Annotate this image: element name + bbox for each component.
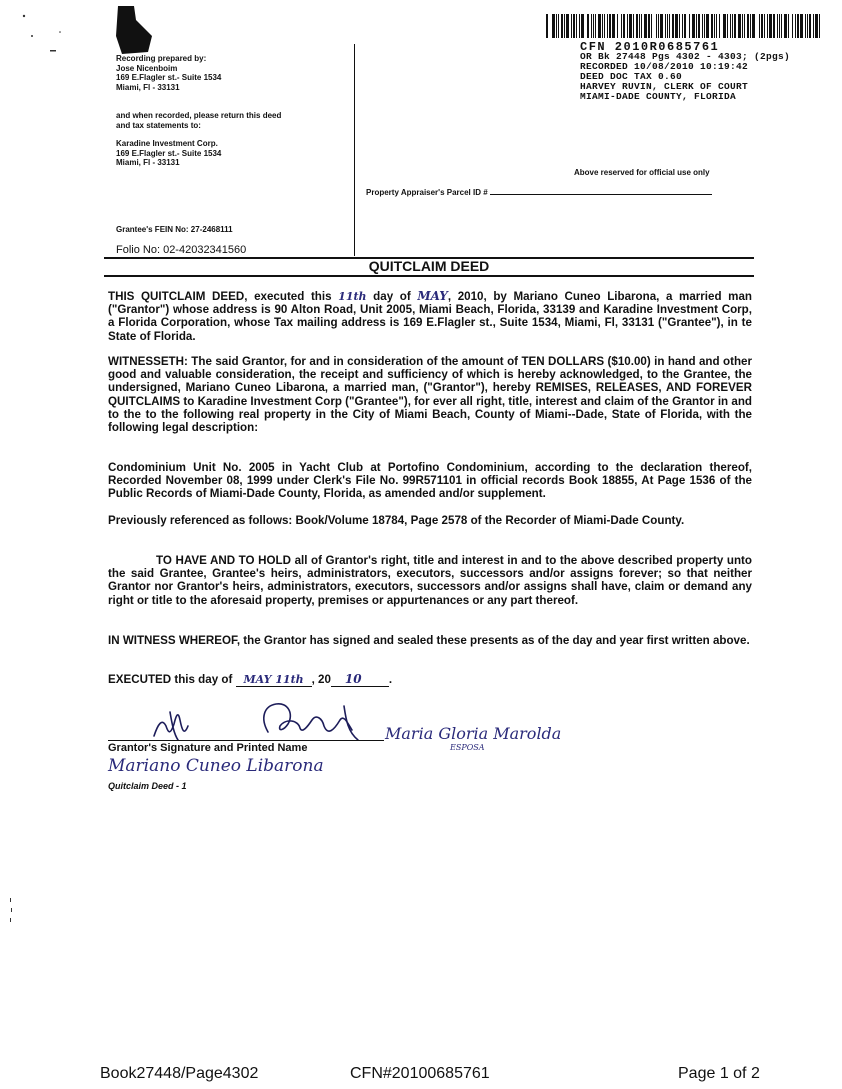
prepared-by-label: Recording prepared by: <box>116 54 207 63</box>
deed-paragraph-previous-reference: Previously referenced as follows: Book/Volume 18784, Page 2578 of the Recorder of Miami-Dade County. <box>108 514 685 527</box>
stamp-county: MIAMI-DADE COUNTY, FLORIDA <box>580 91 737 102</box>
para2-text: The said Grantor, for and in consideration of the amount of TEN DOLLARS ($10.00) in hand and other good and valuable consideration, the receipt and sufficiency of which is hereby acknowledged, to the Grantee, the undersigned, Mariano Cuneo Libarona, a married man, ("Grantor"), hereby REMISES, RELEASES, AND FOREVER QUITCLAIMS to Karadine Investment Corp ("Grantee"), for ever all right, title, interest and claim of the Grantor in and to the to the following real property in the City of Miami Beach, County of Miami--Dade, State of Florida, with the following legal description: <box>108 355 752 435</box>
para1-lead: THIS QUITCLAIM DEED, <box>108 290 248 303</box>
preparer-address-line1: 169 E.Flagler st.- Suite 1534 <box>116 73 222 82</box>
stamp-tax: DEED DOC TAX 0.60 <box>580 71 683 82</box>
footer-page-number: Page 1 of 2 <box>678 1065 760 1082</box>
preparer-name: Jose Nicenboim <box>116 63 178 73</box>
folio-number: Folio No: 02-42032341560 <box>116 244 247 256</box>
deed-paragraph-grantor <box>108 290 752 343</box>
return-label-line2: and tax statements to: <box>116 120 201 130</box>
para1-day-handwritten: 11th <box>338 290 367 303</box>
barcode <box>546 14 822 38</box>
scan-specks <box>20 12 70 52</box>
preparer-address-line2: Miami, Fl - 33131 <box>116 82 180 92</box>
stamp-book: OR Bk 27448 Pgs 4302 - 4303; (2pgs) <box>580 51 791 62</box>
executed-day-handwritten: MAY 11th <box>243 673 304 686</box>
executed-day-blank <box>236 673 312 687</box>
spouse-note: ESPOSA <box>450 743 485 752</box>
return-address-line1: 169 E.Flagler st.- Suite 1534 <box>116 148 222 158</box>
deed-paragraph-witnesseth <box>108 355 752 434</box>
preparer-block <box>116 54 316 92</box>
para1-text-b: day of <box>366 290 418 303</box>
parcel-id-label: Property Appraiser's Parcel ID # <box>366 188 488 197</box>
para1-month-handwritten: MAY <box>417 289 448 303</box>
parcel-id-blank <box>490 186 712 195</box>
para1-text-c: , 2010, by Mariano Cuneo Libarona, a married man ("Grantor") whose address is 90 Alton Road, Unit 2005, Miami Beach, Florida, 33139 and Karadine Investment Corp, a Florida Corporation, whose Tax mailing address is 169 E.Flagler st., Suite 1534, Miami, Fl, 33131 ("Grantee"), in te State of Florida. <box>108 290 753 343</box>
deed-paragraph-witness-whereof: IN WITNESS WHEREOF, the Grantor has signed and sealed these presents as of the day and year first written above. <box>108 634 750 647</box>
deed-paragraph-legal-description: Condominium Unit No. 2005 in Yacht Club at Portofino Condominium, according to the declaration thereof, Recorded November 08, 1999 under Clerk's File No. 99R571101 in official records Book 18855, At Page 1536 of the Public Records of Miami-Dade County, Florida, as amended and/or supplement. <box>108 461 752 501</box>
para2-lead: WITNESSETH: <box>108 355 188 368</box>
form-footer-label: Quitclaim Deed - 1 <box>108 781 187 791</box>
deed-title: QUITCLAIM DEED <box>368 258 490 274</box>
grantor-printed-name: Mariano Cuneo Libarona <box>108 756 324 776</box>
return-name: Karadine Investment Corp. <box>116 139 218 148</box>
return-address-line2: Miami, Fl - 33131 <box>116 158 180 167</box>
ink-blot <box>108 6 158 56</box>
executed-label: EXECUTED this day of <box>108 673 233 686</box>
margin-specks <box>6 896 16 926</box>
grantee-fein: Grantee's FEIN No: 27-2468111 <box>116 225 233 234</box>
header-divider <box>354 44 355 256</box>
signature-line <box>108 740 384 741</box>
footer-book-page: Book27448/Page4302 <box>100 1065 259 1082</box>
return-block <box>116 111 346 168</box>
recording-stamp <box>580 42 790 102</box>
executed-end: . <box>388 673 393 686</box>
parcel-id-row <box>366 186 712 198</box>
executed-year-prefix: , 20 <box>311 673 331 686</box>
executed-year-blank <box>331 673 389 687</box>
spouse-printed-name: Maria Gloria Marolda <box>385 724 562 743</box>
return-label-line1: and when recorded, please return this deed <box>116 111 282 120</box>
stamp-cfn: CFN 2010R0685761 <box>580 40 720 54</box>
footer-cfn: CFN#20100685761 <box>350 1065 490 1082</box>
executed-line <box>108 673 608 687</box>
executed-year-handwritten: 10 <box>344 672 362 686</box>
signature-label: Grantor's Signature and Printed Name <box>108 742 308 754</box>
stamp-clerk: HARVEY RUVIN, CLERK OF COURT <box>580 81 749 92</box>
grantor-signature <box>148 696 388 746</box>
deed-paragraph-habendum: TO HAVE AND TO HOLD all of Grantor's right, title and interest in and to the above described property unto the said Grantee, Grantee's heirs, administrators, executors, successors and/or assigns forever; so that neither Grantor nor Grantor's heirs, administrators, executors, successors and/or assigns shall have, claim or demand any right or title to the aforesaid property, premises or appurtenances or any part thereof. <box>108 554 752 607</box>
title-rule-bottom <box>104 275 754 277</box>
stamp-recorded: RECORDED 10/08/2010 10:19:42 <box>580 61 749 72</box>
para1-text-a: executed this <box>247 290 339 303</box>
reserved-note: Above reserved for official use only <box>574 168 710 177</box>
